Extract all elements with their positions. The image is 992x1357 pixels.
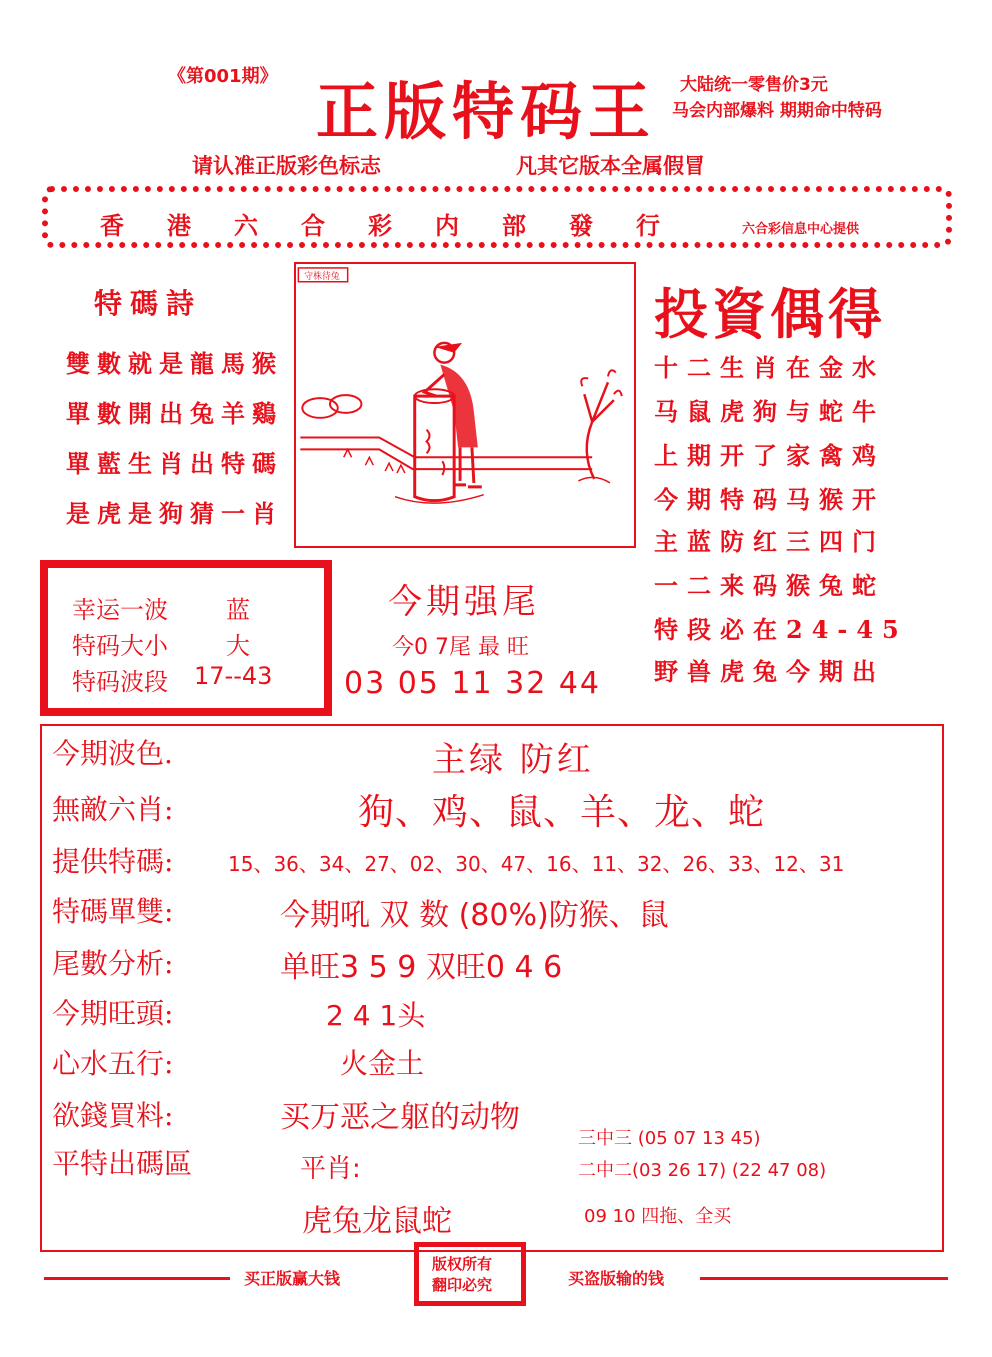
issue-number: 《第001期》 <box>168 66 278 87</box>
poem-line: 雙數就是龍馬猴 <box>66 349 283 378</box>
size-label: 特码大小 <box>72 632 168 660</box>
invest-line: 特段必在24-45 <box>654 615 908 644</box>
invest-line: 马鼠虎狗与蛇牛 <box>654 397 885 426</box>
flat-zodiac-value: 虎兔龙鼠蛇 <box>302 1204 452 1239</box>
strong-tail-numbers: 03 05 11 32 44 <box>344 666 602 701</box>
six-zodiac-label: 無敵六肖: <box>52 793 174 826</box>
strong-tail-sub: 今0 7尾 最 旺 <box>392 635 529 660</box>
hot-head-value: 2 4 1头 <box>326 999 426 1032</box>
copyright-line: 翻印必究 <box>432 1276 493 1294</box>
poem-title: 特碼詩 <box>94 287 203 320</box>
invest-line: 野兽虎兔今期出 <box>654 657 885 686</box>
tail-analysis-label: 尾數分析: <box>52 947 174 980</box>
four-drag: 09 10 四拖、全买 <box>584 1206 732 1227</box>
strong-tail-title: 今期强尾 <box>388 582 540 622</box>
flat-zodiac-label: 平肖: <box>300 1154 361 1184</box>
odd-even-label: 特碼單雙: <box>52 895 174 928</box>
lucky-wave-label: 幸运一波 <box>72 596 168 624</box>
copyright-line: 版权所有 <box>432 1255 493 1273</box>
invest-line: 主蓝防红三四门 <box>654 527 885 556</box>
divider <box>44 1277 230 1280</box>
footer-left: 买正版赢大钱 <box>244 1269 341 1288</box>
invest-line: 上期开了家禽鸡 <box>654 441 885 470</box>
five-elements-label: 心水五行: <box>52 1047 174 1080</box>
divider <box>700 1277 948 1280</box>
paid-info-value: 买万恶之躯的动物 <box>280 1100 520 1135</box>
poem-line: 單數開出兔羊鷄 <box>66 399 283 428</box>
tagline: 马会内部爆料 期期命中特码 <box>672 101 882 121</box>
five-elements-value: 火金土 <box>340 1047 425 1080</box>
counterfeit-note: 凡其它版本全属假冒 <box>516 154 705 178</box>
banner-source: 六合彩信息中心提供 <box>742 222 860 237</box>
two-in-two: 二中二(03 26 17) (22 47 08) <box>578 1160 827 1181</box>
tail-analysis-value: 单旺3 5 9 双旺0 4 6 <box>280 950 563 985</box>
poem-line: 單藍生肖出特碼 <box>66 449 283 478</box>
range-value: 17--43 <box>194 662 273 690</box>
wave-color-value: 主绿 防红 <box>432 740 594 780</box>
footer-right: 买盗版输的钱 <box>568 1269 665 1288</box>
odd-even-value: 今期吼 双 数 (80%)防猴、鼠 <box>280 898 669 933</box>
illustration-caption: 守株待兔 <box>304 271 340 282</box>
range-label: 特码波段 <box>72 668 168 696</box>
illustration <box>294 262 636 548</box>
invest-title: 投資偶得 <box>654 283 886 346</box>
three-in-three: 三中三 (05 07 13 45) <box>578 1128 761 1149</box>
lucky-wave-value: 蓝 <box>226 596 250 624</box>
six-zodiac-value: 狗、鸡、鼠、羊、龙、蛇 <box>358 792 766 833</box>
wave-color-label: 今期波色. <box>52 737 173 770</box>
invest-line: 十二生肖在金水 <box>654 353 885 382</box>
invest-line: 今期特码马猴开 <box>654 485 885 514</box>
page-title: 正版特码王 <box>316 75 657 148</box>
authentic-note: 请认准正版彩色标志 <box>192 154 381 178</box>
paid-info-label: 欲錢買料: <box>52 1099 174 1132</box>
invest-line: 一二来码猴兔蛇 <box>654 571 885 600</box>
flat-zone-label: 平特出碼區 <box>52 1147 193 1180</box>
price-note: 大陆统一零售价3元 <box>680 75 828 95</box>
size-value: 大 <box>226 632 250 660</box>
banner-text: 香港六合彩内部發行 <box>100 211 703 240</box>
special-codes-label: 提供特碼: <box>52 845 174 878</box>
special-codes-value: 15、36、34、27、02、30、47、16、11、32、26、33、12、31 <box>228 852 845 876</box>
poem-line: 是虎是狗猜一肖 <box>66 499 283 528</box>
stump-and-rabbit-illustration <box>296 264 634 546</box>
hot-head-label: 今期旺頭: <box>52 997 174 1030</box>
